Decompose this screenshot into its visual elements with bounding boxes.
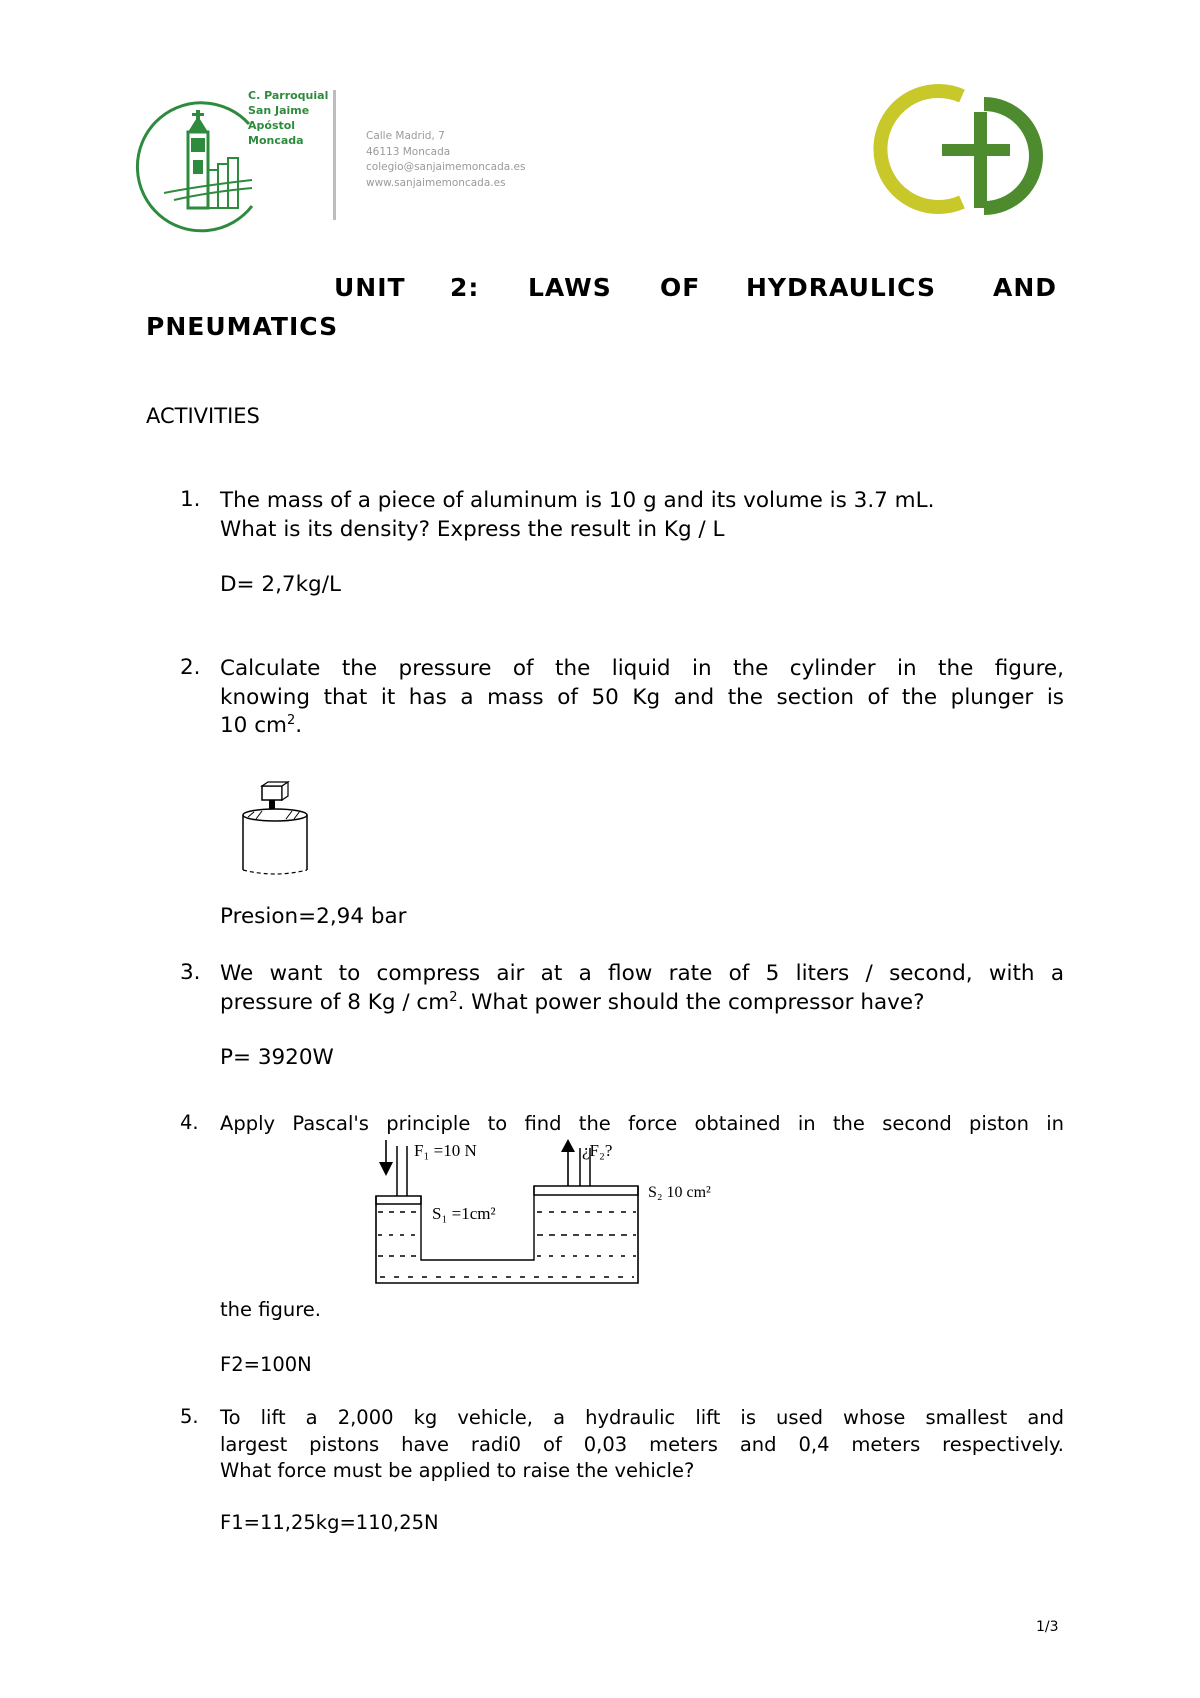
- school-name-line: San Jaime: [248, 104, 310, 117]
- question-line: largest pistons have radi0 of 0,03 meters and 0,4 meters respectively.: [220, 1432, 1064, 1456]
- superscript: 2: [449, 989, 458, 1005]
- question-line: We want to compress air at a flow rate of 5 liters / second, with a: [220, 961, 1064, 986]
- cross-emblem-icon: [914, 90, 1046, 220]
- answer: D= 2,7kg/L: [220, 572, 341, 597]
- question-number: 1.: [180, 487, 201, 512]
- contact-address: Calle Madrid, 7: [366, 130, 445, 142]
- superscript: 2: [286, 712, 296, 728]
- question-line-part: . What power should the compressor have?: [457, 989, 925, 1015]
- question-text: [220, 1405, 1064, 1485]
- question-line-part: pressure of 8 Kg / cm: [220, 989, 450, 1015]
- answer: F1=11,25kg=110,25N: [220, 1511, 439, 1534]
- question-line: Calculate the pressure of the liquid in the cylinder in the figure,: [220, 656, 1064, 681]
- school-name-line: Apóstol: [248, 119, 296, 132]
- contact-email: colegio@sanjaimemoncada.es: [366, 161, 526, 173]
- question-number: 5.: [180, 1405, 199, 1428]
- question-line: [220, 989, 1064, 1018]
- answer: F2=100N: [220, 1353, 312, 1376]
- question-line: To lift a 2,000 kg vehicle, a hydraulic lift is used whose smallest and: [220, 1406, 1064, 1429]
- question-line-part: .: [295, 713, 303, 738]
- document-title-word: 2:: [450, 273, 480, 302]
- question-line-part: 10 cm: [220, 713, 287, 738]
- question-line: What is its density? Express the result in Kg / L: [220, 516, 725, 542]
- pascal-piston-figure: [370, 1140, 730, 1292]
- s1-label: S₁ =1cm²: [432, 1204, 496, 1223]
- s2-label: S₂ 10 cm²: [648, 1184, 711, 1201]
- cylinder-figure: [240, 782, 340, 878]
- question-line-continuation: the figure.: [220, 1298, 322, 1321]
- question-line: Apply Pascal's principle to find the force obtained in the second piston in: [220, 1112, 1064, 1135]
- answer: Presion=2,94 bar: [220, 904, 407, 929]
- contact-postal: 46113 Moncada: [366, 145, 451, 158]
- document-title-word: AND: [993, 273, 1058, 302]
- school-logo-emblem: [137, 103, 252, 231]
- document-title-word: OF: [660, 273, 701, 302]
- header-divider: [333, 90, 336, 220]
- f1-label: F₁ =10 N: [414, 1141, 477, 1160]
- document-title-word: HYDRAULICS: [746, 273, 936, 302]
- contact-website: www.sanjaimemoncada.es: [366, 176, 506, 189]
- section-heading: ACTIVITIES: [146, 404, 260, 428]
- question-line: knowing that it has a mass of 50 Kg and the section of the plunger is: [220, 684, 1064, 710]
- answer: P= 3920W: [220, 1045, 334, 1070]
- document-title-line2: PNEUMATICS: [146, 312, 339, 341]
- page-number: 1/3: [1036, 1619, 1059, 1635]
- document-title-word: LAWS: [528, 273, 612, 302]
- document-title-word: UNIT: [334, 273, 406, 302]
- question-text: [220, 960, 1064, 1017]
- question-line: The mass of a piece of aluminum is 10 g and its volume is 3.7 mL.: [220, 488, 935, 513]
- contact-block: [366, 129, 525, 191]
- question-line: [220, 712, 1064, 741]
- school-logo: [144, 88, 254, 220]
- question-text: [220, 655, 1064, 741]
- school-name-line: Moncada: [248, 134, 304, 147]
- question-line: What force must be applied to raise the vehicle?: [220, 1459, 695, 1482]
- question-text: [220, 1111, 1064, 1138]
- school-name-line: C. Parroquial: [248, 89, 329, 102]
- f2-label: ¿F₂?: [582, 1141, 613, 1160]
- question-number: 2.: [180, 655, 201, 680]
- question-number: 4.: [180, 1111, 199, 1134]
- question-number: 3.: [180, 960, 201, 985]
- school-name: [248, 88, 328, 148]
- question-text: [220, 487, 1064, 544]
